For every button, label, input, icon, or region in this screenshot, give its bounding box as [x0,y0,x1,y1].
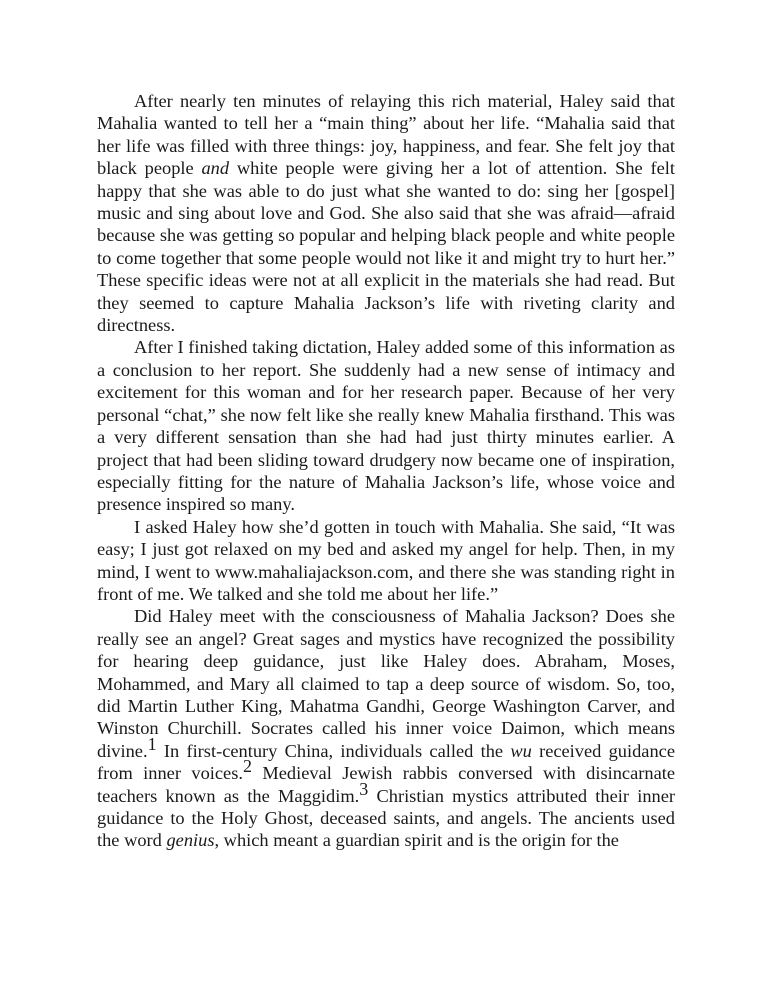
paragraph-3 [97,516,675,606]
paragraph-2 [97,336,675,515]
text-run: Christian mystics attributed their inner guidance to the Holy Ghost, deceased saints, and angels. The ancients used the word [97,785,676,851]
paragraph-1 [97,90,675,336]
footnote-reference: 1 [147,733,157,754]
italic-run: and [201,158,230,179]
text-run: received guidance from inner voices. [97,740,675,784]
text-run: After nearly ten minutes of relaying this rich material, Haley said that Mahalia wanted to tell her a “main thing” about her life. “Mahalia said that her life was filled with three things: joy, happiness, and fear. She felt joy that black people [97,91,675,179]
text-run: Medieval Jewish rabbis conversed with disincarnate teachers known as the Maggidim. [97,763,675,806]
text-run: After I finished taking dictation, Haley added some of this information as a conclusion to her report. She suddenly had a new sense of intimacy and excitement for this woman and for her research paper. Because of her very personal “chat,” she now felt like she really knew Mahalia firsthand. This was a very different sensation than she had had just thirty minutes earlier. A project that had been sliding toward drudgery now became one of inspiration, especially fitting for the nature of Mahalia Jackson’s life, whose voice and presence inspired so many. [97,337,675,515]
text-run: In first-century China, individuals called the [156,740,511,761]
text-run: I asked Haley how she’d gotten in touch with Mahalia. She said, “It was easy; I just got relaxed on my bed and asked my angel for help. Then, in my mind, I went to www.mahaliajackson.com, and there she was standing right in front of me. We talked and she told me about her life.” [97,516,675,604]
paragraph-4 [97,605,675,851]
footnote-reference: 2 [242,756,252,777]
italic-run: wu [510,740,532,761]
text-run: Did Haley meet with the consciousness of Mahalia Jackson? Does she really see an angel? Great sages and mystics have recognized the possibility for hearing deep guidance, just like Haley does. Abraham, Moses, Mohammed, and Mary all claimed to tap a deep source of wisdom. So, too, did Martin Luther King, Mahatma Gandhi, George Washington Carver, and Winston Churchill. Socrates called his inner voice Daimon, which means divine. [97,606,675,761]
page-body [97,90,675,852]
text-run: white people were giving her a lot of attention. She felt happy that she was able to do just what she wanted to do: sing her [gospel] music and sing about love and God. She also said that she was afraid—afraid because she was getting so popular and helping black people and white people to come together that some people would not like it and might try to hurt her.” These specific ideas were not at all explicit in the materials she had read. But they seemed to capture Mahalia Jackson’s life with riveting clarity and directness. [97,158,675,336]
italic-run: genius [166,830,215,851]
footnote-reference: 3 [359,778,369,799]
text-run: , which meant a guardian spirit and is the origin for the [214,830,619,851]
